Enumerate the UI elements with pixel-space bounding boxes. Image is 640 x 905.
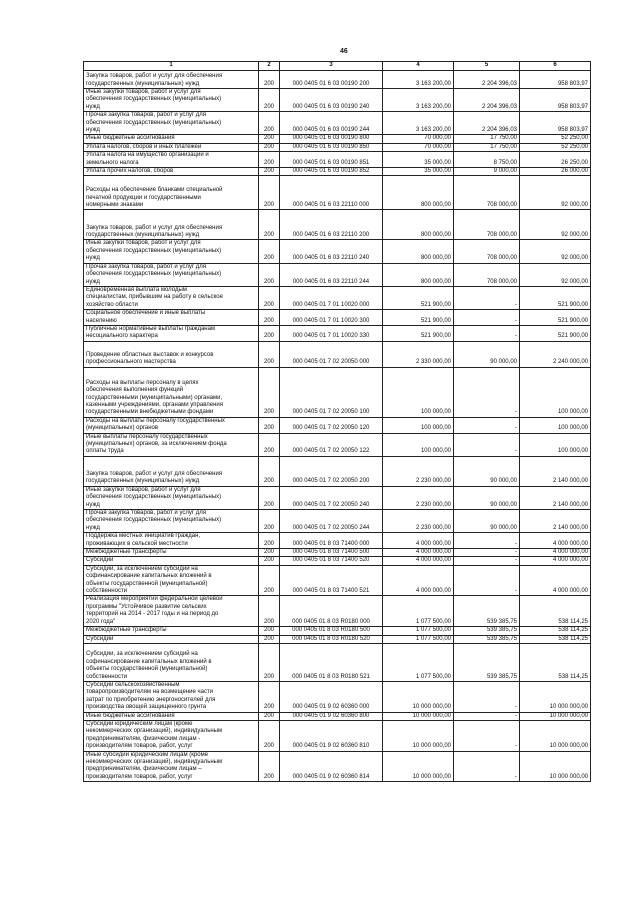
executed-amount-cell: -	[454, 712, 520, 720]
approved-amount-cell: 2 230 000,00	[383, 456, 454, 486]
budget-code-cell: 000 0405 01 7 02 20050 100	[280, 367, 383, 417]
executed-amount-cell: 17 750,00	[454, 143, 520, 151]
executed-amount-cell: 539 385,75	[454, 635, 520, 643]
executed-amount-cell: -	[454, 367, 520, 417]
remaining-amount-cell: 92 000,00	[520, 210, 591, 240]
budget-code-cell: 000 0405 01 8 03 R0180 500	[280, 627, 383, 635]
code-cell: 200	[259, 417, 280, 433]
budget-code-cell: 000 0405 01 6 03 00190 240	[280, 89, 383, 112]
code-cell: 200	[259, 325, 280, 341]
executed-amount-cell: -	[454, 557, 520, 565]
header-cell: 6	[520, 62, 591, 71]
code-cell: 200	[259, 210, 280, 240]
remaining-amount-cell: 92 000,00	[520, 263, 591, 286]
remaining-amount-cell: 10 000 000,00	[520, 712, 591, 720]
approved-amount-cell: 10 000 000,00	[383, 681, 454, 712]
header-cell: 4	[383, 62, 454, 71]
remaining-amount-cell: 958 803,97	[520, 112, 591, 135]
code-cell: 200	[259, 510, 280, 533]
table-row	[84, 549, 591, 557]
budget-code-cell: 000 0405 01 6 03 00190 800	[280, 135, 383, 143]
expense-name-cell: Уплата налогов, сборов и иных платежей	[84, 143, 259, 151]
code-cell: 200	[259, 596, 280, 627]
executed-amount-cell: 539 385,75	[454, 627, 520, 635]
approved-amount-cell: 10 000 000,00	[383, 720, 454, 751]
code-cell: 200	[259, 712, 280, 720]
expense-name-cell: Иные выплаты персоналу государственных (муниципальных) органов, за исключением фонда оплаты труда	[84, 433, 259, 456]
header-cell: 3	[280, 62, 383, 71]
executed-amount-cell: 708 000,00	[454, 210, 520, 240]
executed-amount-cell: -	[454, 433, 520, 456]
code-cell: 200	[259, 627, 280, 635]
expense-name-cell: Расходы на выплаты персоналу государственных (муниципальных) органов	[84, 417, 259, 433]
budget-code-cell: 000 0405 01 9 02 60360 814	[280, 751, 383, 782]
remaining-amount-cell: 100 000,00	[520, 433, 591, 456]
table-row	[84, 751, 591, 782]
expense-name-cell: Межбюджетные трансферты	[84, 627, 259, 635]
remaining-amount-cell: 52 250,00	[520, 143, 591, 151]
table-row	[84, 176, 591, 210]
executed-amount-cell: -	[454, 417, 520, 433]
approved-amount-cell: 35 000,00	[383, 152, 454, 168]
code-cell: 200	[259, 549, 280, 557]
remaining-amount-cell: 2 240 000,00	[520, 341, 591, 367]
approved-amount-cell: 800 000,00	[383, 176, 454, 210]
table-row	[84, 112, 591, 135]
remaining-amount-cell: 10 000 000,00	[520, 681, 591, 712]
expense-name-cell: Иные бюджетные ассигнования	[84, 712, 259, 720]
budget-code-cell: 000 0405 01 7 02 20050 240	[280, 486, 383, 509]
budget-code-cell: 000 0405 01 8 03 71400 500	[280, 549, 383, 557]
executed-amount-cell: 90 000,00	[454, 486, 520, 509]
page-number: 46	[340, 48, 348, 55]
approved-amount-cell: 1 077 500,00	[383, 643, 454, 681]
expense-name-cell: Расходы на выплаты персоналу в целях обеспечения выполнения функций государственными (муниципальными) органами, казенными учреждениями, органами управления государственными внебюджетными фондами	[84, 367, 259, 417]
budget-code-cell: 000 0405 01 7 02 20050 200	[280, 456, 383, 486]
code-cell: 200	[259, 112, 280, 135]
expense-name-cell: Субсидии	[84, 635, 259, 643]
table-row	[84, 367, 591, 417]
code-cell: 200	[259, 263, 280, 286]
approved-amount-cell: 2 230 000,00	[383, 510, 454, 533]
remaining-amount-cell: 538 114,25	[520, 627, 591, 635]
executed-amount-cell: -	[454, 565, 520, 596]
remaining-amount-cell: 538 114,25	[520, 643, 591, 681]
table-row	[84, 286, 591, 309]
budget-code-cell: 000 0405 01 6 03 00190 850	[280, 143, 383, 151]
executed-amount-cell: -	[454, 549, 520, 557]
remaining-amount-cell: 100 000,00	[520, 417, 591, 433]
expense-name-cell: Прочая закупка товаров, работ и услуг для обеспечения государственных (муниципальных) нужд	[84, 263, 259, 286]
executed-amount-cell: 8 750,00	[454, 152, 520, 168]
executed-amount-cell: 17 750,00	[454, 135, 520, 143]
table-row	[84, 456, 591, 486]
executed-amount-cell: -	[454, 720, 520, 751]
expense-name-cell: Закупка товаров, работ и услуг для обеспечения государственных (муниципальных) нужд	[84, 210, 259, 240]
approved-amount-cell: 800 000,00	[383, 240, 454, 263]
approved-amount-cell: 4 000 000,00	[383, 557, 454, 565]
code-cell: 200	[259, 240, 280, 263]
expense-name-cell: Социальное обеспечение и иные выплаты населению	[84, 310, 259, 326]
approved-amount-cell: 1 077 500,00	[383, 635, 454, 643]
code-cell: 200	[259, 643, 280, 681]
executed-amount-cell: 2 204 396,03	[454, 71, 520, 89]
expense-name-cell: Реализация мероприятий федеральной целевой программы "Устойчивое развитие сельских территорий на 2014 - 2017 годы и на период до 2020 года"	[84, 596, 259, 627]
table-row	[84, 341, 591, 367]
executed-amount-cell: -	[454, 681, 520, 712]
table-row	[84, 263, 591, 286]
approved-amount-cell: 800 000,00	[383, 263, 454, 286]
table-row	[84, 565, 591, 596]
expense-name-cell: Уплата прочих налогов, сборов	[84, 168, 259, 176]
executed-amount-cell: 539 385,75	[454, 643, 520, 681]
budget-code-cell: 000 0405 01 6 03 00190 852	[280, 168, 383, 176]
executed-amount-cell: -	[454, 286, 520, 309]
code-cell: 200	[259, 367, 280, 417]
budget-code-cell: 000 0405 01 9 02 60360 800	[280, 712, 383, 720]
remaining-amount-cell: 958 803,97	[520, 89, 591, 112]
executed-amount-cell: 708 000,00	[454, 176, 520, 210]
approved-amount-cell: 521 900,00	[383, 310, 454, 326]
code-cell: 200	[259, 681, 280, 712]
code-cell: 200	[259, 533, 280, 549]
executed-amount-cell: -	[454, 751, 520, 782]
code-cell: 200	[259, 168, 280, 176]
budget-code-cell: 000 0405 01 6 03 22110 000	[280, 176, 383, 210]
header-cell: 1	[84, 62, 259, 71]
budget-code-cell: 000 0405 01 7 01 10020 330	[280, 325, 383, 341]
expense-name-cell: Субсидии	[84, 557, 259, 565]
approved-amount-cell: 1 077 500,00	[383, 627, 454, 635]
remaining-amount-cell: 521 900,00	[520, 325, 591, 341]
code-cell: 200	[259, 635, 280, 643]
table-row	[84, 486, 591, 509]
executed-amount-cell: 9 000,00	[454, 168, 520, 176]
approved-amount-cell: 100 000,00	[383, 417, 454, 433]
expense-name-cell: Субсидии, за исключением субсидий на софинансирование капитальных вложений в объекты государственной (муниципальной) собственности	[84, 643, 259, 681]
expense-name-cell: Закупка товаров, работ и услуг для обеспечения государственных (муниципальных) нужд	[84, 456, 259, 486]
expense-name-cell: Единовременная выплата молодым специалистам, прибывшим на работу в сельское хозяйство области	[84, 286, 259, 309]
expense-name-cell: Поддержка местных инициатив граждан, проживающих в сельской местности	[84, 533, 259, 549]
budget-code-cell: 000 0405 01 8 03 R0180 520	[280, 635, 383, 643]
expense-name-cell: Субсидии, за исключением субсидий на софинансирование капитальных вложений в объекты государственной (муниципальной) собственности	[84, 565, 259, 596]
budget-code-cell: 000 0405 01 8 03 R0180 521	[280, 643, 383, 681]
remaining-amount-cell: 92 000,00	[520, 176, 591, 210]
budget-code-cell: 000 0405 01 8 03 R0180 000	[280, 596, 383, 627]
table-header-row	[84, 62, 591, 71]
approved-amount-cell: 800 000,00	[383, 210, 454, 240]
approved-amount-cell: 2 330 000,00	[383, 341, 454, 367]
table-row	[84, 135, 591, 143]
table-row	[84, 635, 591, 643]
budget-code-cell: 000 0405 01 8 03 71400 520	[280, 557, 383, 565]
expense-name-cell: Иные бюджетные ассигнования	[84, 135, 259, 143]
header-cell: 5	[454, 62, 520, 71]
table-row	[84, 510, 591, 533]
code-cell: 200	[259, 152, 280, 168]
approved-amount-cell: 1 077 500,00	[383, 596, 454, 627]
executed-amount-cell: 90 000,00	[454, 456, 520, 486]
executed-amount-cell: 2 204 396,03	[454, 112, 520, 135]
code-cell: 200	[259, 176, 280, 210]
table-row	[84, 681, 591, 712]
expense-name-cell: Иные закупки товаров, работ и услуг для обеспечения государственных (муниципальных) нужд	[84, 486, 259, 509]
budget-code-cell: 000 0405 01 6 03 22110 240	[280, 240, 383, 263]
approved-amount-cell: 521 900,00	[383, 325, 454, 341]
table-row	[84, 71, 591, 89]
approved-amount-cell: 10 000 000,00	[383, 751, 454, 782]
expense-name-cell: Иные субсидии юридическим лицам (кроме некоммерческих организаций), индивидуальным предпринимателям, физическим лицам – производителям товаров, работ, услуг	[84, 751, 259, 782]
budget-code-cell: 000 0405 01 6 03 22110 244	[280, 263, 383, 286]
approved-amount-cell: 70 000,00	[383, 143, 454, 151]
table-row	[84, 310, 591, 326]
table-row	[84, 627, 591, 635]
code-cell: 200	[259, 71, 280, 89]
remaining-amount-cell: 4 000 000,00	[520, 549, 591, 557]
budget-table	[83, 61, 591, 782]
header-cell: 2	[259, 62, 280, 71]
approved-amount-cell: 4 000 000,00	[383, 549, 454, 557]
budget-code-cell: 000 0405 01 6 03 00190 244	[280, 112, 383, 135]
approved-amount-cell: 3 163 200,00	[383, 71, 454, 89]
budget-code-cell: 000 0405 01 6 03 00190 851	[280, 152, 383, 168]
approved-amount-cell: 70 000,00	[383, 135, 454, 143]
budget-code-cell: 000 0405 01 7 02 20050 122	[280, 433, 383, 456]
remaining-amount-cell: 2 140 000,00	[520, 456, 591, 486]
executed-amount-cell: 539 385,75	[454, 596, 520, 627]
executed-amount-cell: -	[454, 325, 520, 341]
remaining-amount-cell: 100 000,00	[520, 367, 591, 417]
table-row	[84, 557, 591, 565]
budget-code-cell: 000 0405 01 7 01 10020 300	[280, 310, 383, 326]
table-row	[84, 143, 591, 151]
table-row	[84, 210, 591, 240]
table-row	[84, 89, 591, 112]
executed-amount-cell: 90 000,00	[454, 341, 520, 367]
table-row	[84, 712, 591, 720]
code-cell: 200	[259, 565, 280, 596]
remaining-amount-cell: 538 114,25	[520, 596, 591, 627]
budget-code-cell: 000 0405 01 9 02 60360 810	[280, 720, 383, 751]
budget-code-cell: 000 0405 01 8 03 71400 521	[280, 565, 383, 596]
table-row	[84, 643, 591, 681]
table-row	[84, 240, 591, 263]
remaining-amount-cell: 52 250,00	[520, 135, 591, 143]
budget-code-cell: 000 0405 01 7 02 20050 244	[280, 510, 383, 533]
budget-code-cell: 000 0405 01 9 02 60360 000	[280, 681, 383, 712]
table-row	[84, 720, 591, 751]
remaining-amount-cell: 10 000 000,00	[520, 751, 591, 782]
executed-amount-cell: 708 000,00	[454, 240, 520, 263]
expense-name-cell: Прочая закупка товаров, работ и услуг для обеспечения государственных (муниципальных) нужд	[84, 112, 259, 135]
remaining-amount-cell: 958 803,97	[520, 71, 591, 89]
expense-name-cell: Публичные нормативные выплаты гражданам несоциального характера	[84, 325, 259, 341]
code-cell: 200	[259, 310, 280, 326]
approved-amount-cell: 521 900,00	[383, 286, 454, 309]
remaining-amount-cell: 92 000,00	[520, 240, 591, 263]
approved-amount-cell: 100 000,00	[383, 367, 454, 417]
remaining-amount-cell: 4 000 000,00	[520, 565, 591, 596]
code-cell: 200	[259, 433, 280, 456]
table-row	[84, 596, 591, 627]
code-cell: 200	[259, 486, 280, 509]
executed-amount-cell: 708 000,00	[454, 263, 520, 286]
budget-code-cell: 000 0405 01 8 03 71400 000	[280, 533, 383, 549]
remaining-amount-cell: 26 250,00	[520, 152, 591, 168]
budget-code-cell: 000 0405 01 6 03 22110 200	[280, 210, 383, 240]
approved-amount-cell: 2 230 000,00	[383, 486, 454, 509]
expense-name-cell: Иные закупки товаров, работ и услуг для обеспечения государственных (муниципальных) нужд	[84, 89, 259, 112]
expense-name-cell: Проведение областных выставок и конкурсов профессионального мастерства	[84, 341, 259, 367]
remaining-amount-cell: 538 114,25	[520, 635, 591, 643]
code-cell: 200	[259, 135, 280, 143]
budget-code-cell: 000 0405 01 7 02 20050 000	[280, 341, 383, 367]
executed-amount-cell: 2 204 396,03	[454, 89, 520, 112]
code-cell: 200	[259, 89, 280, 112]
code-cell: 200	[259, 456, 280, 486]
expense-name-cell: Межбюджетные трансферты	[84, 549, 259, 557]
approved-amount-cell: 10 000 000,00	[383, 712, 454, 720]
table-row	[84, 533, 591, 549]
remaining-amount-cell: 4 000 000,00	[520, 533, 591, 549]
expense-name-cell: Закупка товаров, работ и услуг для обеспечения государственных (муниципальных) нужд	[84, 71, 259, 89]
executed-amount-cell: -	[454, 310, 520, 326]
expense-name-cell: Иные закупки товаров, работ и услуг для обеспечения государственных (муниципальных) нужд	[84, 240, 259, 263]
executed-amount-cell: -	[454, 533, 520, 549]
approved-amount-cell: 4 000 000,00	[383, 533, 454, 549]
executed-amount-cell: 90 000,00	[454, 510, 520, 533]
remaining-amount-cell: 2 140 000,00	[520, 486, 591, 509]
expense-name-cell: Прочая закупка товаров, работ и услуг для обеспечения государственных (муниципальных) нужд	[84, 510, 259, 533]
code-cell: 200	[259, 341, 280, 367]
code-cell: 200	[259, 286, 280, 309]
code-cell: 200	[259, 751, 280, 782]
approved-amount-cell: 35 000,00	[383, 168, 454, 176]
table-row	[84, 433, 591, 456]
remaining-amount-cell: 2 140 000,00	[520, 510, 591, 533]
budget-code-cell: 000 0405 01 7 01 10020 000	[280, 286, 383, 309]
approved-amount-cell: 100 000,00	[383, 433, 454, 456]
table-row	[84, 417, 591, 433]
approved-amount-cell: 3 163 200,00	[383, 112, 454, 135]
budget-code-cell: 000 0405 01 7 02 20050 120	[280, 417, 383, 433]
budget-code-cell: 000 0405 01 6 03 00190 200	[280, 71, 383, 89]
approved-amount-cell: 3 163 200,00	[383, 89, 454, 112]
remaining-amount-cell: 10 000 000,00	[520, 720, 591, 751]
code-cell: 200	[259, 143, 280, 151]
expense-name-cell: Субсидии юридическим лицам (кроме некоммерческих организаций), индивидуальным предпринимателям, физическим лицам - производителям товаров, работ, услуг	[84, 720, 259, 751]
expense-name-cell: Субсидии сельскохозяйственным товаропроизводителям на возмещение части затрат по приобретению энергоносителей для производства овощей защищенного грунта	[84, 681, 259, 712]
expense-name-cell: Уплата налога на имущество организаций и земельного налога	[84, 152, 259, 168]
remaining-amount-cell: 521 900,00	[520, 310, 591, 326]
code-cell: 200	[259, 557, 280, 565]
remaining-amount-cell: 26 000,00	[520, 168, 591, 176]
expense-name-cell: Расходы на обеспечение бланками специальной печатной продукции и государственными номерными знаками	[84, 176, 259, 210]
remaining-amount-cell: 4 000 000,00	[520, 557, 591, 565]
table-row	[84, 152, 591, 168]
code-cell: 200	[259, 720, 280, 751]
table-row	[84, 325, 591, 341]
approved-amount-cell: 4 000 000,00	[383, 565, 454, 596]
table-row	[84, 168, 591, 176]
remaining-amount-cell: 521 900,00	[520, 286, 591, 309]
